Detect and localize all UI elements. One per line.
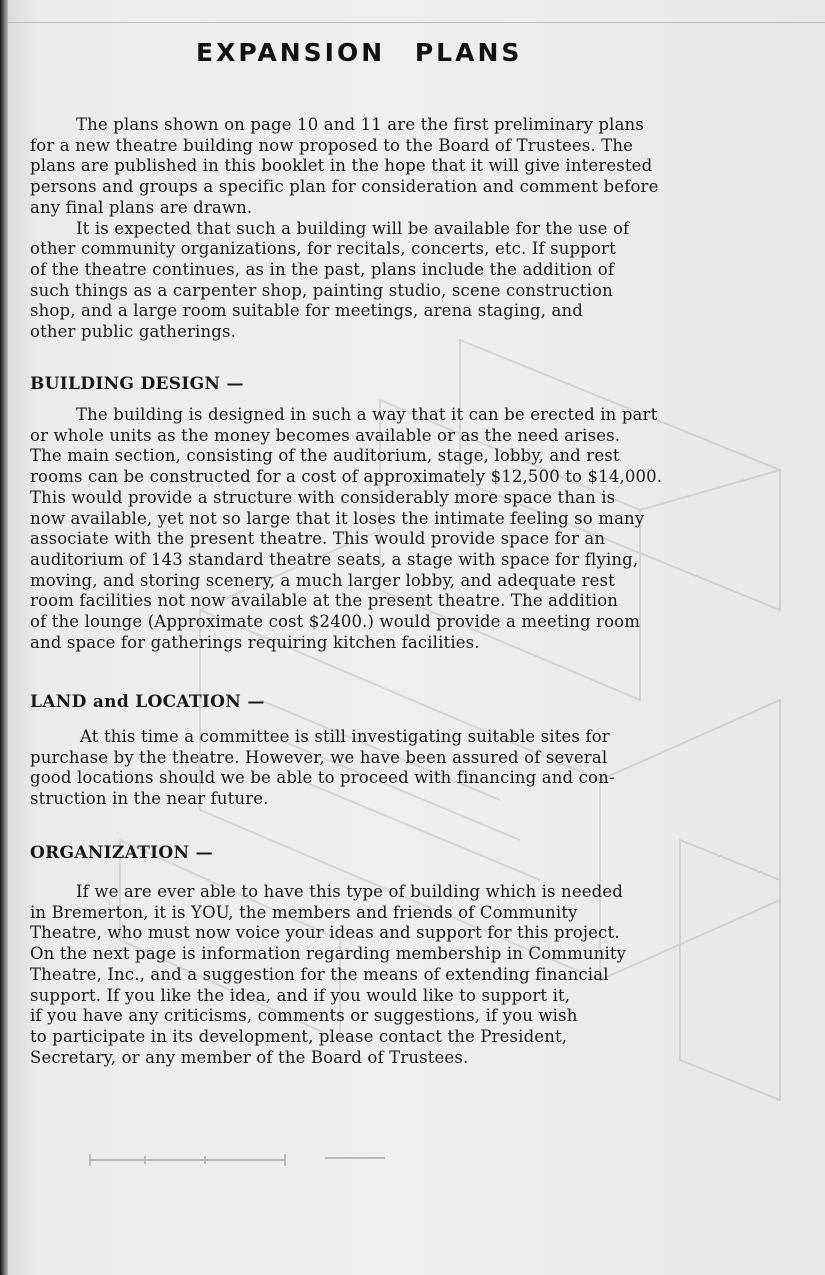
text-line: plans are published in this booklet in the hope that it will give interested	[30, 156, 653, 176]
text-line: now available, yet not so large that it loses the intimate feeling so many	[30, 508, 645, 528]
text-line: support. If you like the idea, and if you would like to support it,	[30, 985, 571, 1005]
text-line: and space for gatherings requiring kitchen facilities.	[30, 632, 480, 652]
text-line: If we are ever able to have this type of building which is needed	[76, 882, 624, 901]
section-heading-organization: ORGANIZATION —	[30, 843, 213, 863]
section-heading-land-location: LAND and LOCATION —	[30, 692, 265, 712]
text-line: or whole units as the money becomes available or as the need arises.	[30, 425, 621, 445]
text-line: moving, and storing scenery, a much larger lobby, and adequate rest	[30, 570, 615, 590]
text-line: other community organizations, for recitals, concerts, etc. If support	[30, 239, 616, 259]
text-line: good locations should we be able to proceed with financing and con-	[30, 768, 615, 788]
bleed-through-scale-bar	[85, 1140, 405, 1170]
text-line: any final plans are drawn.	[30, 197, 253, 217]
text-line: At this time a committee is still investigating suitable sites for	[80, 727, 610, 746]
text-line: rooms can be constructed for a cost of approximately $12,500 to $14,000.	[30, 467, 663, 487]
text-line: of the theatre continues, as in the past, plans include the addition of	[30, 259, 615, 279]
text-line: of the lounge (Approximate cost $2400.) would provide a meeting room	[30, 612, 641, 632]
text-line: It is expected that such a building will be available for the use of	[76, 218, 630, 238]
text-line: other public gatherings.	[30, 322, 236, 342]
binding-spine	[0, 0, 8, 1275]
text-line: On the next page is information regarding membership in Community	[30, 944, 627, 964]
text-line: Theatre, Inc., and a suggestion for the means of extending financial	[30, 964, 609, 984]
text-line: in Bremerton, it is YOU, the members and friends of Community	[30, 902, 578, 922]
intro-paragraph	[30, 115, 820, 343]
text-line: Secretary, or any member of the Board of Trustees.	[30, 1047, 469, 1067]
text-line: This would provide a structure with considerably more space than is	[30, 487, 616, 507]
page-top-rule	[8, 22, 825, 23]
page-title: EXPANSION PLANS	[196, 38, 523, 67]
text-line: room facilities not now available at the present theatre. The addition	[30, 591, 619, 611]
land-location-paragraph	[30, 727, 820, 810]
section-heading-building-design: BUILDING DESIGN —	[30, 374, 244, 394]
organization-paragraph	[30, 882, 820, 1068]
text-line: such things as a carpenter shop, painting studio, scene construction	[30, 280, 613, 300]
text-line: The building is designed in such a way that it can be erected in part	[76, 405, 658, 424]
text-line: for a new theatre building now proposed to the Board of Trustees. The	[30, 135, 634, 155]
text-line: The main section, consisting of the auditorium, stage, lobby, and rest	[30, 446, 620, 466]
text-line: The plans shown on page 10 and 11 are the first preliminary plans	[76, 115, 644, 134]
text-line: struction in the near future.	[30, 789, 269, 809]
text-line: persons and groups a specific plan for consideration and comment before	[30, 177, 659, 197]
text-line: associate with the present theatre. This would provide space for an	[30, 529, 606, 549]
building-design-paragraph	[30, 405, 820, 653]
text-line: shop, and a large room suitable for meetings, arena staging, and	[30, 301, 584, 321]
text-line: to participate in its development, please contact the President,	[30, 1026, 568, 1046]
text-line: Theatre, who must now voice your ideas and support for this project.	[30, 923, 620, 943]
text-line: if you have any criticisms, comments or suggestions, if you wish	[30, 1006, 578, 1026]
text-line: purchase by the theatre. However, we have been assured of several	[30, 747, 608, 767]
text-line: auditorium of 143 standard theatre seats, a stage with space for flying,	[30, 549, 639, 569]
